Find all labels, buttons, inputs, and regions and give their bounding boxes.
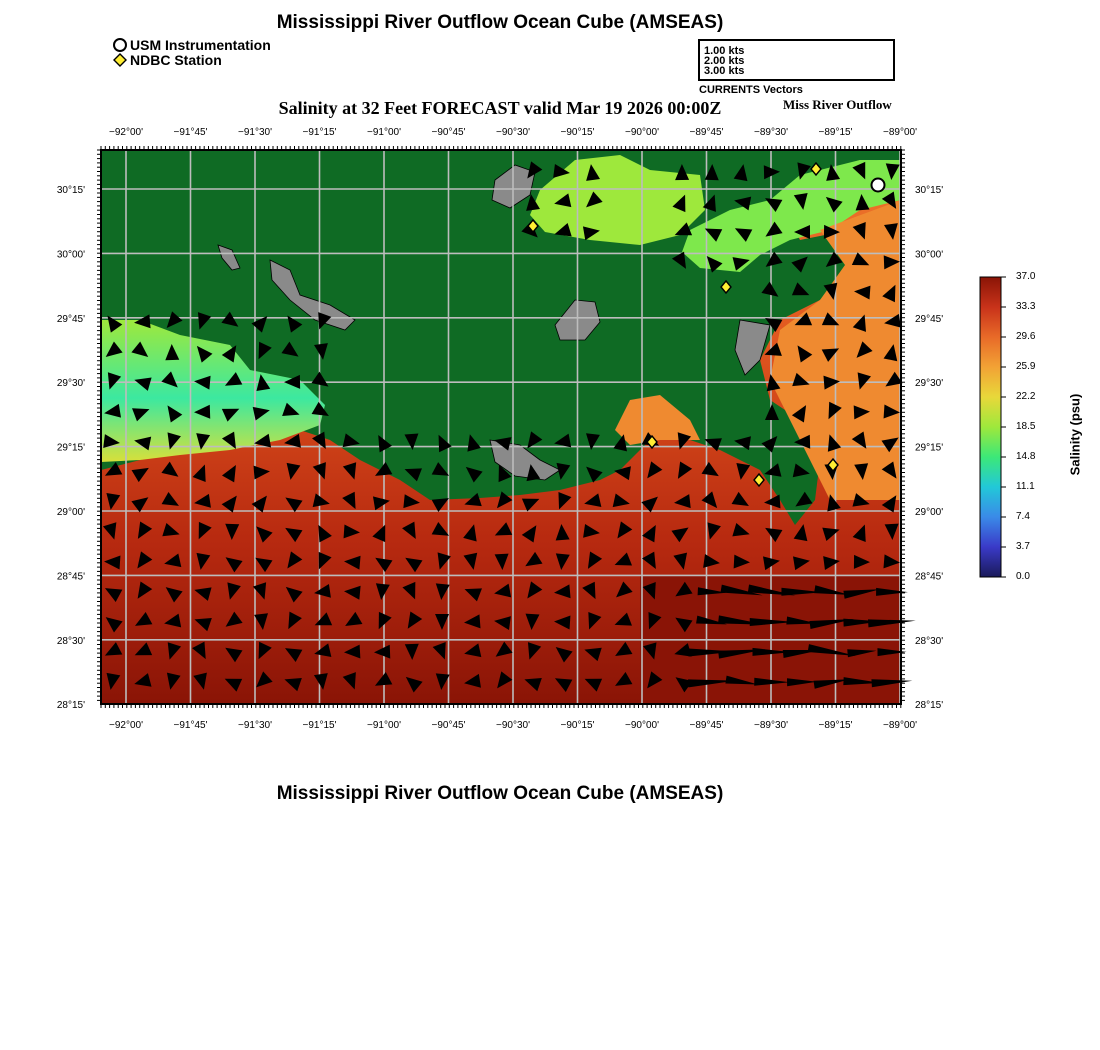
lat-tick-label: 29°15' bbox=[56, 442, 85, 454]
lon-tick-label: −89°45' bbox=[689, 127, 724, 138]
usm-instrumentation-marker[interactable] bbox=[872, 179, 885, 192]
vector-key-row: 2.00 kts bbox=[704, 55, 745, 67]
lon-tick-label: −91°30' bbox=[238, 127, 272, 138]
vector-key bbox=[698, 39, 895, 81]
lat-tick-label: 30°00' bbox=[915, 249, 944, 261]
lat-tick-label: 30°15' bbox=[915, 185, 944, 196]
lon-tick-label: −91°00' bbox=[367, 720, 401, 731]
lon-tick-label: −90°00' bbox=[625, 720, 659, 731]
lat-tick-label: 28°15' bbox=[56, 700, 85, 712]
legend-ndbc-label: NDBC Station bbox=[130, 52, 222, 68]
lon-axis-bottom bbox=[109, 720, 917, 731]
legend-usm bbox=[113, 37, 271, 53]
region-label: Miss River Outflow bbox=[783, 97, 892, 112]
lon-tick-label: −90°45' bbox=[431, 127, 466, 138]
lon-tick-label: −90°15' bbox=[560, 720, 595, 731]
lat-tick-label: 29°30' bbox=[915, 378, 944, 390]
lat-tick-label: 29°15' bbox=[915, 442, 944, 454]
lat-tick-label: 28°30' bbox=[56, 635, 85, 647]
colorbar-tick-label: 33.3 bbox=[1016, 301, 1036, 312]
vector-key-row: 1.00 kts bbox=[704, 45, 745, 57]
colorbar-tick-label: 22.2 bbox=[1016, 391, 1036, 402]
lat-tick-label: 28°30' bbox=[915, 635, 944, 647]
lat-axis-right bbox=[915, 185, 943, 711]
lat-tick-label: 29°45' bbox=[56, 313, 85, 325]
lat-tick-label: 30°00' bbox=[56, 249, 85, 261]
lon-tick-label: −91°15' bbox=[302, 127, 337, 138]
map-subtitle: Salinity at 32 Feet FORECAST valid Mar 19 2026 00:00Z bbox=[278, 98, 722, 118]
lon-tick-label: −89°15' bbox=[818, 720, 853, 731]
colorbar-tick-label: 18.5 bbox=[1016, 421, 1036, 432]
page-title-repeat: Mississippi River Outflow Ocean Cube (AMSEAS) bbox=[276, 783, 724, 804]
colorbar-tick-label: 29.6 bbox=[1016, 331, 1036, 342]
colorbar-tick-label: 7.4 bbox=[1016, 511, 1030, 522]
colorbar-tick-label: 0.0 bbox=[1016, 571, 1030, 582]
colorbar-tick-label: 11.1 bbox=[1016, 481, 1035, 492]
lon-tick-label: −92°00' bbox=[109, 720, 143, 731]
colorbar-tick-label: 3.7 bbox=[1016, 541, 1030, 552]
lon-tick-label: −90°30' bbox=[496, 127, 530, 138]
colorbar-tick-label: 37.0 bbox=[1016, 271, 1036, 282]
colorbar-ticks bbox=[1001, 277, 1006, 577]
legend-usm-label: USM Instrumentation bbox=[130, 37, 271, 53]
lon-tick-label: −89°00' bbox=[883, 720, 917, 731]
page-title: Mississippi River Outflow Ocean Cube (AMSEAS) bbox=[276, 12, 724, 33]
vector-key-caption: CURRENTS Vectors bbox=[699, 84, 803, 96]
lon-tick-label: −90°45' bbox=[431, 720, 466, 731]
lat-tick-label: 28°15' bbox=[915, 700, 944, 712]
lon-tick-label: −89°30' bbox=[754, 720, 788, 731]
lon-tick-label: −89°00' bbox=[883, 127, 917, 138]
colorbar bbox=[980, 277, 1001, 577]
lat-tick-label: 29°00' bbox=[915, 507, 944, 518]
legend-ndbc bbox=[113, 52, 222, 68]
lon-tick-label: −91°45' bbox=[173, 720, 208, 731]
lat-tick-label: 28°45' bbox=[915, 571, 944, 583]
lat-tick-label: 29°45' bbox=[915, 313, 944, 325]
lon-tick-label: −89°45' bbox=[689, 720, 724, 731]
lon-tick-label: −89°30' bbox=[754, 127, 788, 138]
lon-tick-label: −91°00' bbox=[367, 127, 401, 138]
colorbar-tick-label: 25.9 bbox=[1016, 361, 1036, 372]
lon-tick-label: −90°00' bbox=[625, 127, 659, 138]
lon-tick-label: −91°30' bbox=[238, 720, 272, 731]
lon-axis-top bbox=[109, 127, 917, 138]
colorbar-title: Salinity (psu) bbox=[1067, 393, 1083, 476]
lon-tick-label: −91°45' bbox=[173, 127, 208, 138]
lat-axis-left bbox=[57, 185, 85, 711]
lat-tick-label: 28°45' bbox=[56, 571, 85, 583]
lon-tick-label: −90°30' bbox=[496, 720, 530, 731]
lat-tick-label: 29°00' bbox=[56, 507, 85, 518]
vector-key-row: 3.00 kts bbox=[704, 65, 745, 77]
lon-tick-label: −90°15' bbox=[560, 127, 595, 138]
lon-tick-label: −89°15' bbox=[818, 127, 853, 138]
lat-tick-label: 29°30' bbox=[56, 378, 85, 390]
lat-tick-label: 30°15' bbox=[56, 185, 85, 196]
lon-tick-label: −92°00' bbox=[109, 127, 143, 138]
lon-tick-label: −91°15' bbox=[302, 720, 337, 731]
colorbar-tick-label: 14.8 bbox=[1016, 451, 1036, 462]
